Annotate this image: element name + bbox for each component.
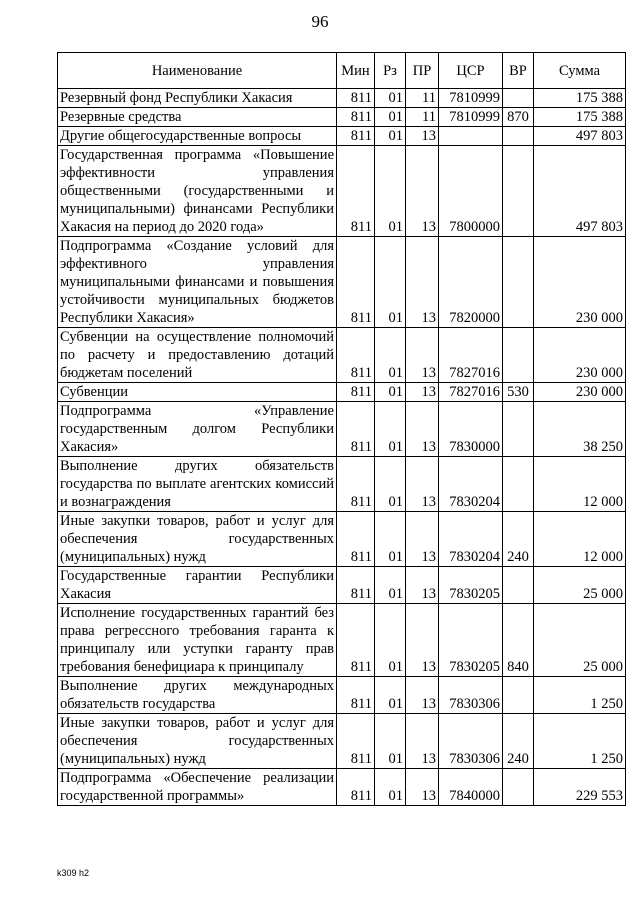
cell-rz: 01 bbox=[375, 677, 406, 714]
header-rz: Рз bbox=[375, 53, 406, 89]
cell-vr bbox=[503, 127, 534, 146]
cell-rz: 01 bbox=[375, 457, 406, 512]
cell-name: Субвенции на осуществление полномочий по расчету и предоставлению дотаций бюджетам поселений bbox=[58, 328, 337, 383]
cell-rz: 01 bbox=[375, 604, 406, 677]
cell-pr: 13 bbox=[406, 146, 439, 237]
cell-min: 811 bbox=[337, 89, 375, 108]
table-row bbox=[58, 127, 626, 146]
cell-pr: 13 bbox=[406, 402, 439, 457]
cell-sum: 1 250 bbox=[534, 714, 626, 769]
table-row bbox=[58, 604, 626, 677]
table-row bbox=[58, 89, 626, 108]
cell-csr: 7830204 bbox=[439, 457, 503, 512]
cell-vr: 240 bbox=[503, 512, 534, 567]
cell-vr bbox=[503, 769, 534, 806]
table-row bbox=[58, 402, 626, 457]
table-body bbox=[58, 89, 626, 806]
cell-min: 811 bbox=[337, 512, 375, 567]
cell-pr: 13 bbox=[406, 328, 439, 383]
table-row bbox=[58, 146, 626, 237]
table-row bbox=[58, 237, 626, 328]
cell-rz: 01 bbox=[375, 769, 406, 806]
cell-pr: 13 bbox=[406, 383, 439, 402]
cell-min: 811 bbox=[337, 769, 375, 806]
cell-min: 811 bbox=[337, 457, 375, 512]
cell-csr: 7830000 bbox=[439, 402, 503, 457]
cell-min: 811 bbox=[337, 714, 375, 769]
cell-vr: 840 bbox=[503, 604, 534, 677]
cell-name: Подпрограмма «Создание условий для эффективного управления муниципальными финансами и повышения устойчивости муниципальных бюджетов Республики Хакасия» bbox=[58, 237, 337, 328]
table-row bbox=[58, 328, 626, 383]
cell-vr bbox=[503, 237, 534, 328]
table-row bbox=[58, 567, 626, 604]
cell-sum: 25 000 bbox=[534, 604, 626, 677]
cell-sum: 230 000 bbox=[534, 383, 626, 402]
cell-sum: 497 803 bbox=[534, 127, 626, 146]
cell-min: 811 bbox=[337, 383, 375, 402]
cell-vr bbox=[503, 328, 534, 383]
cell-name: Другие общегосударственные вопросы bbox=[58, 127, 337, 146]
table-row bbox=[58, 677, 626, 714]
cell-min: 811 bbox=[337, 108, 375, 127]
cell-rz: 01 bbox=[375, 328, 406, 383]
cell-name: Государственные гарантии Республики Хакасия bbox=[58, 567, 337, 604]
cell-csr: 7830306 bbox=[439, 714, 503, 769]
table-row bbox=[58, 108, 626, 127]
cell-rz: 01 bbox=[375, 402, 406, 457]
cell-sum: 12 000 bbox=[534, 512, 626, 567]
cell-name: Резервные средства bbox=[58, 108, 337, 127]
cell-sum: 25 000 bbox=[534, 567, 626, 604]
cell-pr: 13 bbox=[406, 512, 439, 567]
table-row bbox=[58, 714, 626, 769]
cell-vr bbox=[503, 89, 534, 108]
cell-sum: 12 000 bbox=[534, 457, 626, 512]
cell-sum: 175 388 bbox=[534, 108, 626, 127]
cell-pr: 13 bbox=[406, 457, 439, 512]
cell-pr: 13 bbox=[406, 714, 439, 769]
cell-csr: 7830205 bbox=[439, 567, 503, 604]
cell-min: 811 bbox=[337, 237, 375, 328]
cell-csr: 7840000 bbox=[439, 769, 503, 806]
cell-name: Государственная программа «Повышение эффективности управления общественными (государственными и муниципальными) финансами Республики Хакасия на период до 2020 года» bbox=[58, 146, 337, 237]
cell-rz: 01 bbox=[375, 146, 406, 237]
cell-pr: 13 bbox=[406, 769, 439, 806]
cell-sum: 229 553 bbox=[534, 769, 626, 806]
header-vr: ВР bbox=[503, 53, 534, 89]
cell-min: 811 bbox=[337, 402, 375, 457]
cell-name: Субвенции bbox=[58, 383, 337, 402]
cell-csr: 7810999 bbox=[439, 108, 503, 127]
cell-rz: 01 bbox=[375, 383, 406, 402]
cell-csr: 7800000 bbox=[439, 146, 503, 237]
cell-name: Подпрограмма «Обеспечение реализации государственной программы» bbox=[58, 769, 337, 806]
cell-sum: 230 000 bbox=[534, 237, 626, 328]
cell-name: Иные закупки товаров, работ и услуг для обеспечения государственных (муниципальных) нужд bbox=[58, 714, 337, 769]
cell-rz: 01 bbox=[375, 567, 406, 604]
cell-vr: 530 bbox=[503, 383, 534, 402]
cell-rz: 01 bbox=[375, 512, 406, 567]
cell-pr: 13 bbox=[406, 604, 439, 677]
cell-sum: 38 250 bbox=[534, 402, 626, 457]
table-row bbox=[58, 383, 626, 402]
cell-vr bbox=[503, 402, 534, 457]
table-row bbox=[58, 457, 626, 512]
cell-csr: 7827016 bbox=[439, 328, 503, 383]
header-pr: ПР bbox=[406, 53, 439, 89]
cell-vr bbox=[503, 567, 534, 604]
cell-name: Исполнение государственных гарантий без права регрессного требования гаранта к принципалу или уступки гаранту прав требования бенефициара к принципалу bbox=[58, 604, 337, 677]
cell-min: 811 bbox=[337, 146, 375, 237]
header-min: Мин bbox=[337, 53, 375, 89]
cell-rz: 01 bbox=[375, 108, 406, 127]
cell-csr: 7827016 bbox=[439, 383, 503, 402]
table-row bbox=[58, 512, 626, 567]
cell-csr bbox=[439, 127, 503, 146]
page-number: 96 bbox=[311, 12, 329, 31]
cell-csr: 7810999 bbox=[439, 89, 503, 108]
cell-sum: 1 250 bbox=[534, 677, 626, 714]
cell-vr bbox=[503, 457, 534, 512]
table-row bbox=[58, 769, 626, 806]
cell-name: Иные закупки товаров, работ и услуг для обеспечения государственных (муниципальных) нужд bbox=[58, 512, 337, 567]
cell-min: 811 bbox=[337, 127, 375, 146]
header-csr: ЦСР bbox=[439, 53, 503, 89]
cell-pr: 11 bbox=[406, 89, 439, 108]
cell-sum: 497 803 bbox=[534, 146, 626, 237]
cell-pr: 11 bbox=[406, 108, 439, 127]
cell-vr bbox=[503, 146, 534, 237]
cell-vr: 870 bbox=[503, 108, 534, 127]
cell-csr: 7830306 bbox=[439, 677, 503, 714]
cell-name: Выполнение других обязательств государства по выплате агентских комиссий и вознаграждения bbox=[58, 457, 337, 512]
table-header-row bbox=[58, 53, 626, 89]
cell-rz: 01 bbox=[375, 127, 406, 146]
cell-min: 811 bbox=[337, 677, 375, 714]
cell-rz: 01 bbox=[375, 714, 406, 769]
cell-min: 811 bbox=[337, 604, 375, 677]
cell-pr: 13 bbox=[406, 677, 439, 714]
budget-table bbox=[57, 52, 626, 806]
footer-code: k309 h2 bbox=[57, 868, 90, 878]
cell-csr: 7830205 bbox=[439, 604, 503, 677]
cell-rz: 01 bbox=[375, 89, 406, 108]
cell-name: Выполнение других международных обязательств государства bbox=[58, 677, 337, 714]
header-sum: Сумма bbox=[534, 53, 626, 89]
cell-name: Подпрограмма «Управление государственным долгом Республики Хакасия» bbox=[58, 402, 337, 457]
cell-sum: 230 000 bbox=[534, 328, 626, 383]
cell-pr: 13 bbox=[406, 237, 439, 328]
cell-pr: 13 bbox=[406, 127, 439, 146]
cell-min: 811 bbox=[337, 328, 375, 383]
cell-csr: 7820000 bbox=[439, 237, 503, 328]
header-name: Наименование bbox=[58, 53, 337, 89]
cell-rz: 01 bbox=[375, 237, 406, 328]
cell-vr: 240 bbox=[503, 714, 534, 769]
cell-sum: 175 388 bbox=[534, 89, 626, 108]
cell-min: 811 bbox=[337, 567, 375, 604]
cell-vr bbox=[503, 677, 534, 714]
cell-csr: 7830204 bbox=[439, 512, 503, 567]
cell-name: Резервный фонд Республики Хакасия bbox=[58, 89, 337, 108]
cell-pr: 13 bbox=[406, 567, 439, 604]
